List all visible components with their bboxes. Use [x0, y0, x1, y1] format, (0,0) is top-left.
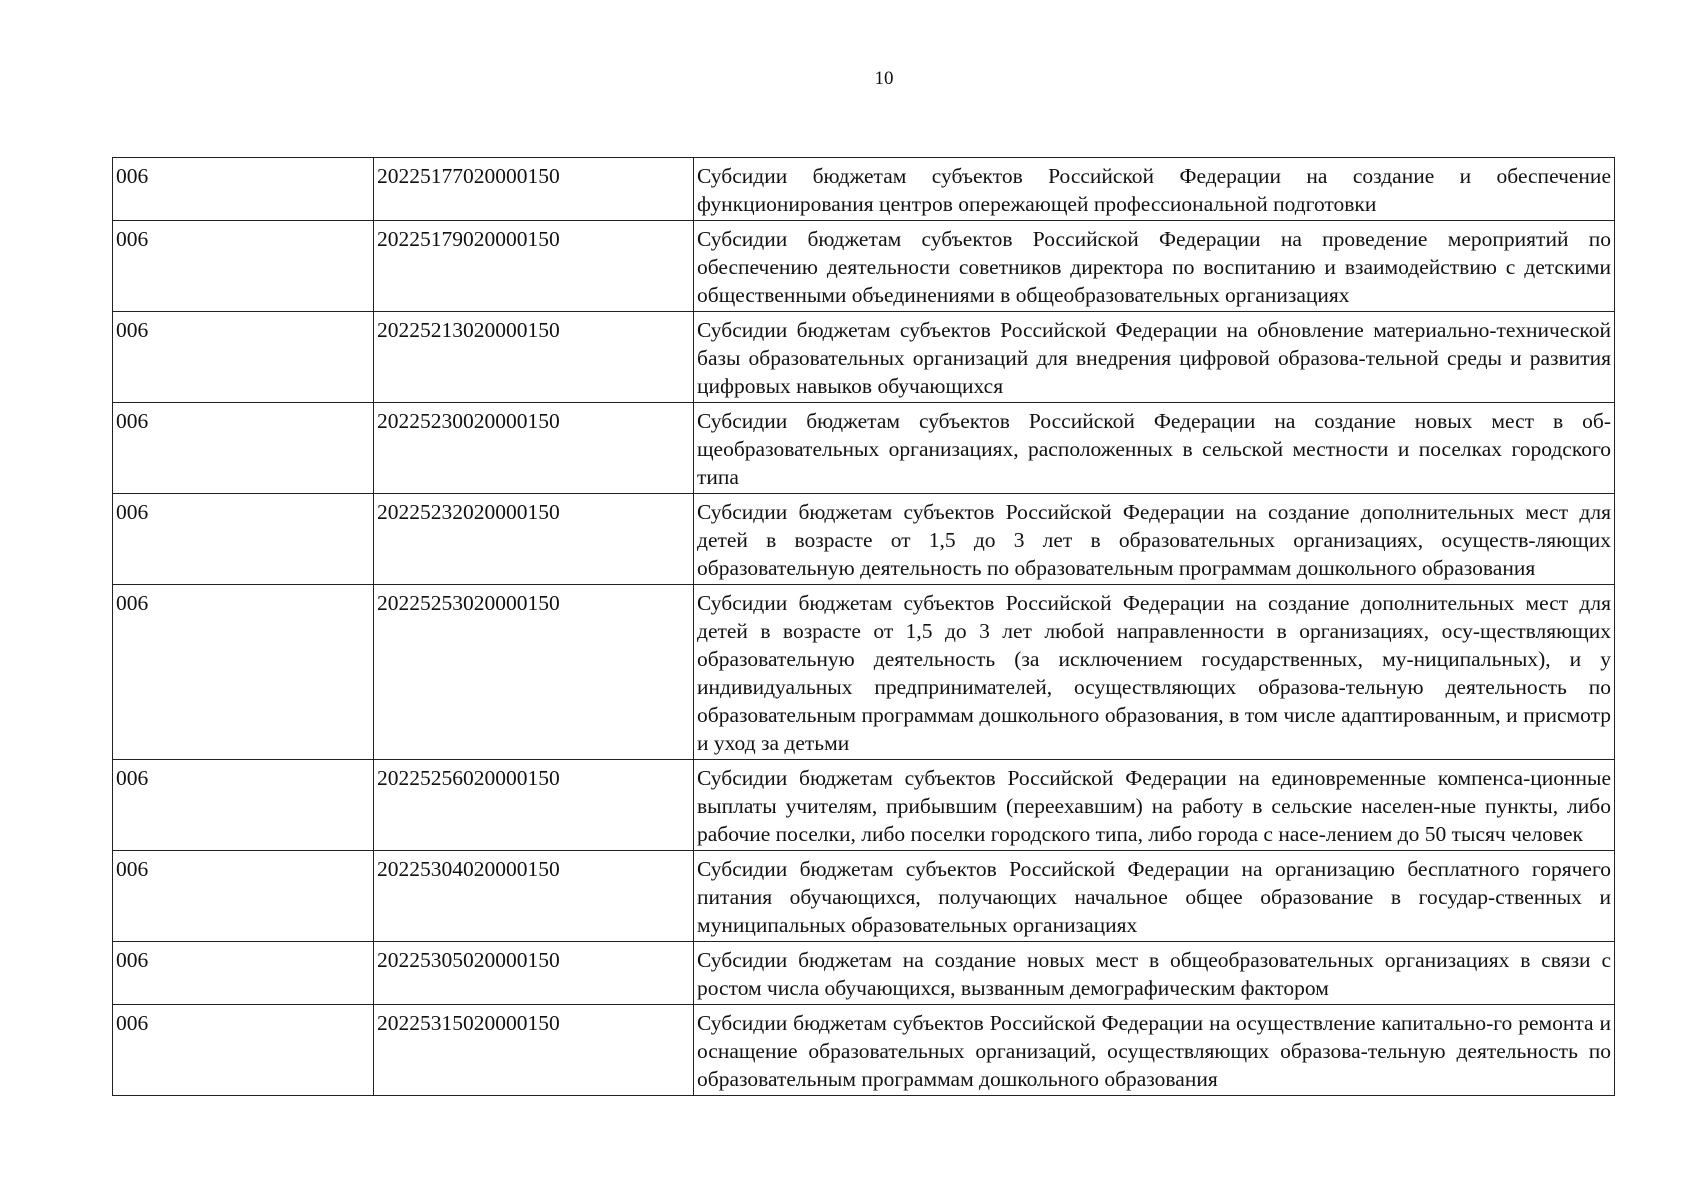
admin-code-cell: 006 — [113, 942, 374, 1005]
revenue-code-cell: 20225230020000150 — [374, 403, 694, 494]
budget-classification-table — [112, 157, 1615, 1096]
revenue-name-cell: Субсидии бюджетам субъектов Российской Федерации на создание новых мест в об-щеобразовательных организациях, расположенных в сельской местности и поселках городского типа — [694, 403, 1615, 494]
table-row — [113, 760, 1615, 851]
revenue-code-cell: 20225256020000150 — [374, 760, 694, 851]
revenue-name-cell: Субсидии бюджетам субъектов Российской Федерации на проведение мероприятий по обеспечению деятельности советников директора по воспитанию и взаимодействию с детскими общественными объединениями в общеобразовательных организациях — [694, 221, 1615, 312]
table-row — [113, 221, 1615, 312]
admin-code-cell: 006 — [113, 1005, 374, 1096]
table-row — [113, 942, 1615, 1005]
revenue-code-cell: 20225253020000150 — [374, 585, 694, 760]
page-number: 10 — [874, 68, 894, 89]
table-row — [113, 403, 1615, 494]
revenue-name-cell: Субсидии бюджетам субъектов Российской Федерации на обновление материально-технической базы образовательных организаций для внедрения цифровой образова-тельной среды и развития цифровых навыков обучающихся — [694, 312, 1615, 403]
revenue-code-cell: 20225305020000150 — [374, 942, 694, 1005]
revenue-name-cell: Субсидии бюджетам субъектов Российской Федерации на создание и обеспечение функционирования центров опережающей профессиональной подготовки — [694, 158, 1615, 221]
revenue-code-cell: 20225177020000150 — [374, 158, 694, 221]
admin-code-cell: 006 — [113, 760, 374, 851]
revenue-name-cell: Субсидии бюджетам субъектов Российской Федерации на организацию бесплатного горячего питания обучающихся, получающих начальное общее образование в государ-ственных и муниципальных образовательных организациях — [694, 851, 1615, 942]
table-row — [113, 1005, 1615, 1096]
revenue-name-cell: Субсидии бюджетам субъектов Российской Федерации на создание дополнительных мест для детей в возрасте от 1,5 до 3 лет в образовательных организациях, осуществ-ляющих образовательную деятельность по образовательным программам дошкольного образования — [694, 494, 1615, 585]
table-row — [113, 312, 1615, 403]
revenue-code-cell: 20225304020000150 — [374, 851, 694, 942]
admin-code-cell: 006 — [113, 403, 374, 494]
admin-code-cell: 006 — [113, 851, 374, 942]
admin-code-cell: 006 — [113, 312, 374, 403]
revenue-code-cell: 20225315020000150 — [374, 1005, 694, 1096]
table-row — [113, 158, 1615, 221]
admin-code-cell: 006 — [113, 221, 374, 312]
admin-code-cell: 006 — [113, 585, 374, 760]
revenue-code-cell: 20225179020000150 — [374, 221, 694, 312]
revenue-name-cell: Субсидии бюджетам субъектов Российской Федерации на осуществление капитально-го ремонта и оснащение образовательных организаций, осуществляющих образова-тельную деятельность по образовательным программам дошкольного образования — [694, 1005, 1615, 1096]
table-row — [113, 851, 1615, 942]
table-row — [113, 494, 1615, 585]
revenue-code-cell: 20225232020000150 — [374, 494, 694, 585]
admin-code-cell: 006 — [113, 158, 374, 221]
revenue-name-cell: Субсидии бюджетам субъектов Российской Федерации на создание дополнительных мест для детей в возрасте от 1,5 до 3 лет любой направленности в организациях, осу-ществляющих образовательную деятельность (за исключением государственных, му-ниципальных), и у индивидуальных предпринимателей, осуществляющих образова-тельную деятельность по образовательным программам дошкольного образования, в том числе адаптированным, и присмотр и уход за детьми — [694, 585, 1615, 760]
admin-code-cell: 006 — [113, 494, 374, 585]
revenue-name-cell: Субсидии бюджетам субъектов Российской Федерации на единовременные компенса-ционные выплаты учителям, прибывшим (переехавшим) на работу в сельские населен-ные пункты, либо рабочие поселки, либо поселки городского типа, либо города с насе-лением до 50 тысяч человек — [694, 760, 1615, 851]
revenue-code-cell: 20225213020000150 — [374, 312, 694, 403]
revenue-name-cell: Субсидии бюджетам на создание новых мест в общеобразовательных организациях в связи с ростом числа обучающихся, вызванным демографическим фактором — [694, 942, 1615, 1005]
table-row — [113, 585, 1615, 760]
